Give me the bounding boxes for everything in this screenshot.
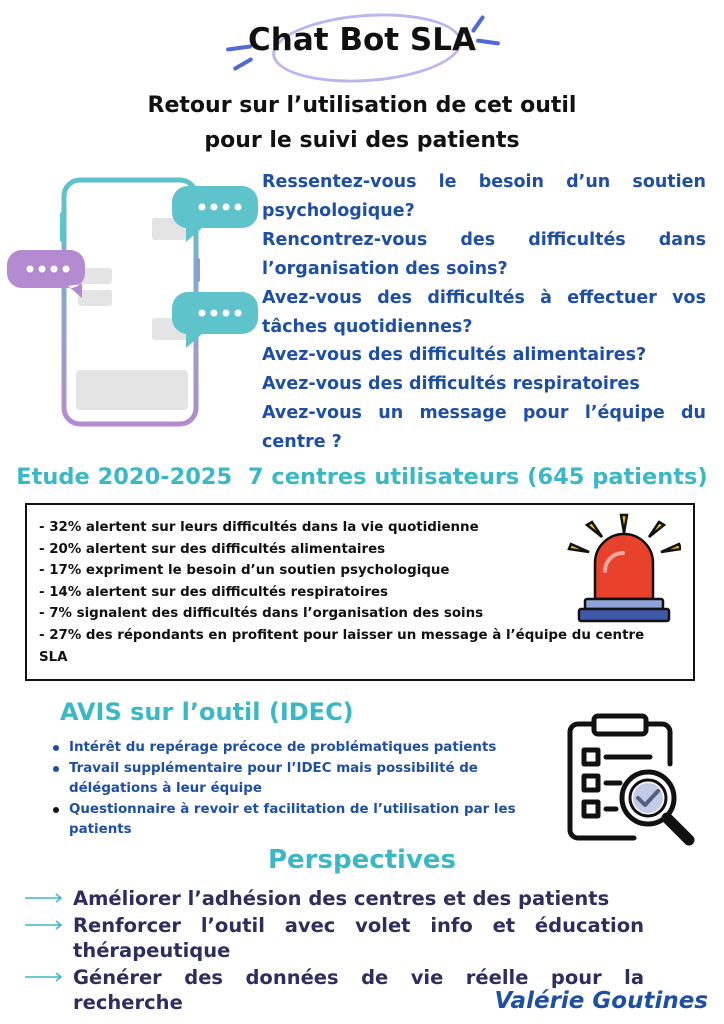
result-item: - 32% alertent sur leurs difficultés dans la vie quotidienne: [39, 520, 479, 535]
alarm-siren-icon: [567, 511, 681, 623]
page-title: Chat Bot SLA: [248, 22, 476, 58]
page-subtitle: [0, 88, 724, 158]
avis-list: [50, 738, 530, 841]
question-item: Avez-vous un message pour l’équipe du centre ?: [262, 403, 706, 453]
author-name: Valérie Goutines: [494, 988, 708, 1014]
arrow-right-icon: [24, 971, 64, 983]
arrow-right-icon: [24, 919, 64, 931]
result-item: - 17% expriment le besoin d’un soutien psychologique: [39, 563, 450, 579]
perspective-item-text: Générer des données de vie réelle pour la recherche: [73, 966, 644, 1014]
phone-chat-icon: [4, 172, 260, 434]
avis-item: [50, 800, 530, 841]
perspective-item-text: Renforcer l’outil avec volet info et éducation thérapeutique: [73, 914, 644, 962]
result-item: - 7% signalent des difficultés dans l’organisation des soins: [39, 606, 484, 622]
study-title: Etude 2020-2025 7 centres utilisateurs (645 patients): [16, 464, 708, 490]
arrow-right-icon: [24, 892, 64, 904]
result-item: - 20% alertent sur des difficultés alimentaires: [39, 541, 386, 557]
result-item: - 27% des répondants en profitent pour laisser un message à l’équipe du centre SLA: [39, 627, 645, 665]
bullet-icon: [53, 807, 59, 813]
avis-title: AVIS sur l’outil (IDEC): [60, 698, 354, 726]
question-item: Ressentez-vous le besoin d’un soutien psychologique?: [262, 172, 706, 221]
result-item: - 14% alertent sur des difficultés respiratoires: [39, 584, 388, 600]
question-item: Avez-vous des difficultés alimentaires?: [262, 345, 647, 366]
title-area: [0, 8, 724, 78]
avis-item: [50, 738, 530, 759]
subtitle-line: pour le suivi des patients: [204, 128, 520, 153]
perspective-item: [24, 886, 644, 911]
bullet-icon: [53, 766, 59, 772]
question-item: Avez-vous des difficultés à effectuer vos tâches quotidiennes?: [262, 287, 706, 337]
subtitle-line: Retour sur l’utilisation de cet outil: [147, 93, 577, 118]
perspective-item: [24, 913, 644, 963]
bullet-icon: [53, 745, 59, 751]
chatbot-questions: [262, 168, 706, 457]
study-results-box: [25, 503, 695, 681]
avis-item: [50, 759, 530, 800]
avis-item-text: Intérêt du repérage précoce de problématiques patients: [69, 740, 497, 755]
avis-item-text: Questionnaire à revoir et facilitation de l’utilisation par les patients: [69, 801, 516, 837]
clipboard-magnifier-icon: [560, 712, 700, 846]
question-item: Rencontrez-vous des difficultés dans l’organisation des soins?: [262, 229, 706, 279]
perspective-item-text: Améliorer l’adhésion des centres et des patients: [73, 887, 610, 910]
title-dash-decoration: [232, 57, 253, 71]
question-item: Avez-vous des difficultés respiratoires: [262, 374, 640, 395]
avis-item-text: Travail supplémentaire pour l’IDEC mais possibilité de délégations à leur équipe: [69, 760, 478, 796]
perspectives-title: Perspectives: [267, 845, 457, 875]
